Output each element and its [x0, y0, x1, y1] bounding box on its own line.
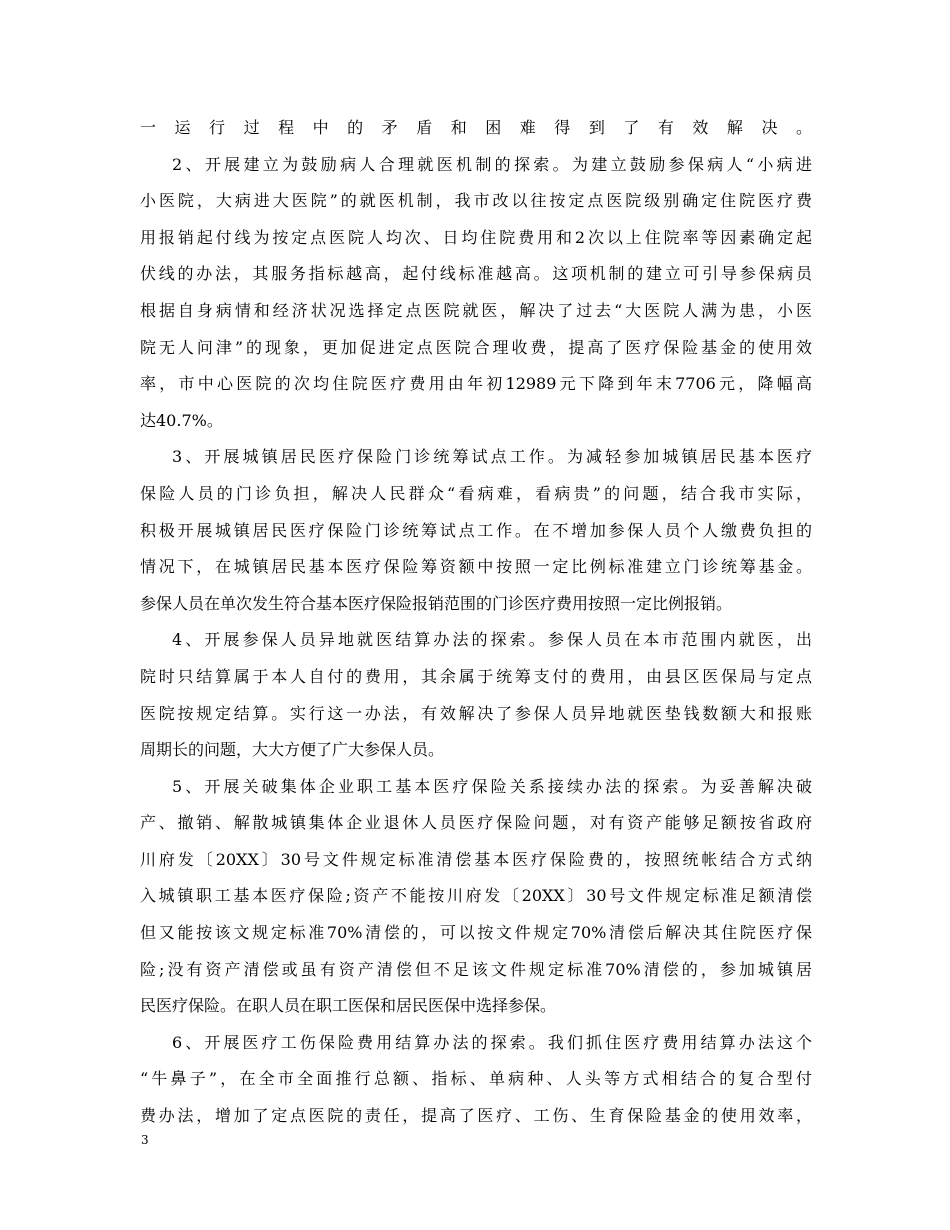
text-line: 用报销起付线为按定点医院人均次、日均住院费用和2次以上住院率等因素确定起: [140, 227, 812, 247]
text-line: 产、撤销、解散城镇集体企业退休人员医疗保险问题，对有资产能够足额按省政府: [140, 813, 812, 833]
text-line: 费办法，增加了定点医院的责任，提高了医疗、工伤、生育保险基金的使用效率，: [140, 1106, 812, 1126]
text-line: 险;没有资产清偿或虽有资产清偿但不足该文件规定标准70%清偿的，参加城镇居: [140, 959, 812, 979]
text-line: 达40.7%。: [140, 410, 223, 430]
text-line: 院时只结算属于本人自付的费用，其余属于统筹支付的费用，由县区医保局与定点: [140, 666, 812, 686]
text-line: 小医院，大病进大医院”的就医机制，我市改以往按定点医院级别确定住院医疗费: [140, 191, 812, 211]
text-line: 医院按规定结算。实行这一办法，有效解决了参保人员异地就医垫钱数额大和报账: [140, 703, 812, 723]
text-line: 伏线的办法，其服务指标越高，起付线标准越高。这项机制的建立可引导参保病员: [140, 264, 812, 284]
text-line: 入城镇职工基本医疗保险;资产不能按川府发〔20XX〕30号文件规定标准足额清偿: [140, 886, 812, 906]
text-line: 根据自身病情和经济状况选择定点医院就医，解决了过去“大医院人满为患，小医: [140, 300, 812, 320]
body-text: [140, 110, 812, 1135]
paragraph-4-start: 4、开展参保人员异地就医结算办法的探索。参保人员在本市范围内就医，出: [172, 630, 812, 650]
text-line: 率，市中心医院的次均住院医疗费用由年初12989元下降到年末7706元，降幅高: [140, 374, 812, 394]
text-line: 周期长的问题，大大方便了广大参保人员。: [140, 740, 445, 760]
paragraph-5-start: 5、开展关破集体企业职工基本医疗保险关系接续办法的探索。为妥善解决破: [172, 776, 812, 796]
text-line: 参保人员在单次发生符合基本医疗保险报销范围的门诊医疗费用按照一定比例报销。: [140, 593, 733, 613]
paragraph-2-start: 2、开展建立为鼓励病人合理就医机制的探索。为建立鼓励参保病人“小病进: [172, 154, 812, 174]
text-line: 但又能按该文规定标准70%清偿的，可以按文件规定70%清偿后解决其住院医疗保: [140, 923, 812, 943]
text-line: 保险人员的门诊负担，解决人民群众“看病难，看病贵”的问题，结合我市实际，: [140, 483, 812, 503]
text-line: 积极开展城镇居民医疗保险门诊统筹试点工作。在不增加参保人员个人缴费负担的: [140, 520, 812, 540]
paragraph-6-start: 6、开展医疗工伤保险费用结算办法的探索。我们抓住医疗费用结算办法这个: [172, 1032, 812, 1052]
text-line: “牛鼻子”，在全市全面推行总额、指标、单病种、人头等方式相结合的复合型付: [140, 1069, 812, 1089]
text-line: 院无人问津”的现象，更加促进定点医院合理收费，提高了医疗保险基金的使用效: [140, 337, 812, 357]
text-line: 川府发〔20XX〕30号文件规定标准清偿基本医疗保险费的，按照统帐结合方式纳: [140, 849, 812, 869]
text-line: 情况下，在城镇居民基本医疗保险筹资额中按照一定比例标准建立门诊统筹基金。: [140, 557, 812, 577]
paragraph-3-start: 3、开展城镇居民医疗保险门诊统筹试点工作。为减轻参加城镇居民基本医疗: [172, 447, 812, 467]
page-number: 3: [141, 1133, 149, 1147]
text-line: 民医疗保险。在职人员在职工医保和居民医保中选择参保。: [140, 996, 557, 1016]
text-line: 一运行过程中的矛盾和困难得到了有效解决。: [140, 118, 812, 137]
